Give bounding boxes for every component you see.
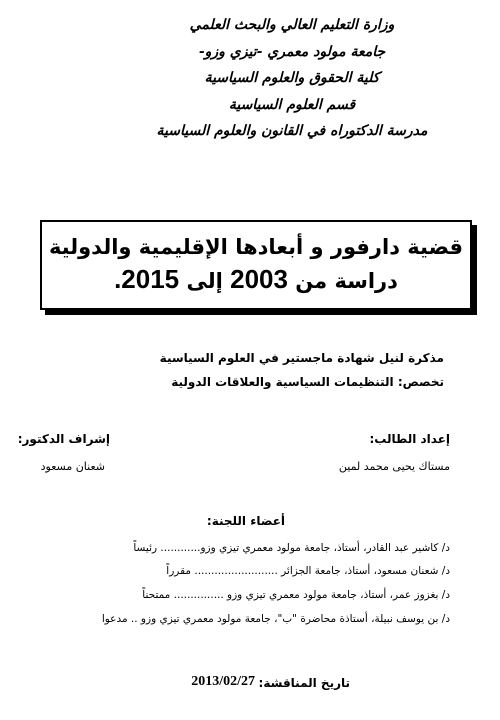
defense-date-label: تاريخ المناقشة: [258, 676, 350, 690]
thesis-title-line1: قضية دارفور و أبعادها الإقليمية والدولية [48, 235, 464, 259]
supervisor-name: شعنان مسعود [40, 460, 105, 473]
doctoral-school-name: مدرسة الدكتوراه في القانون والعلوم السياسية [156, 123, 428, 139]
student-name: مستاك يحيى محمد لمين [338, 460, 450, 473]
title-prefix: دراسة من [295, 269, 398, 293]
thesis-info [160, 346, 444, 394]
thesis-title-box [40, 220, 472, 310]
specialty-text: تخصص: التنظيمات السياسية والعلاقات الدولية [171, 375, 444, 389]
faculty-name: كلية الحقوق والعلوم السياسية [204, 70, 380, 86]
department-name: قسم العلوم السياسية [228, 96, 356, 113]
committee-member: د/ بغزوز عمر، أستاذ، جامعة مولود معمري تيزي وزو ............... ممتحناً [142, 589, 450, 601]
thesis-title-line2 [42, 262, 470, 298]
committee-label: أعضاء اللجنة: [206, 514, 285, 528]
title-year-end: 2015. [114, 264, 180, 294]
title-middle: إلى [186, 269, 223, 293]
degree-text: مذكرة لنيل شهادة ماجستير في العلوم السياسية [159, 351, 444, 365]
institution-header [112, 12, 472, 145]
committee-member: د/ كاشير عبد القادر، أستاذ، جامعة مولود معمري تيزي وزو............ رئيساً [133, 542, 450, 554]
supervisor-label: إشراف الدكتور: [17, 432, 110, 446]
committee-member: د/ بن يوسف نبيلة، أستاذة محاضرة "ب"، جامعة مولود معمري تيزي وزو .. مدعوا [101, 613, 450, 625]
defense-date: 2013/02/27 [191, 674, 255, 689]
title-year-start: 2003 [230, 264, 288, 294]
committee-member: د/ شعنان مسعود، أستاذ، جامعة الجزائر ......................... مقرراً [166, 565, 450, 577]
prepared-by-label: إعداد الطالب: [369, 432, 450, 446]
university-name: جامعة مولود معمري -تيزي وزو- [198, 43, 386, 60]
ministry-name: وزارة التعليم العالي والبحث العلمي [189, 17, 395, 33]
